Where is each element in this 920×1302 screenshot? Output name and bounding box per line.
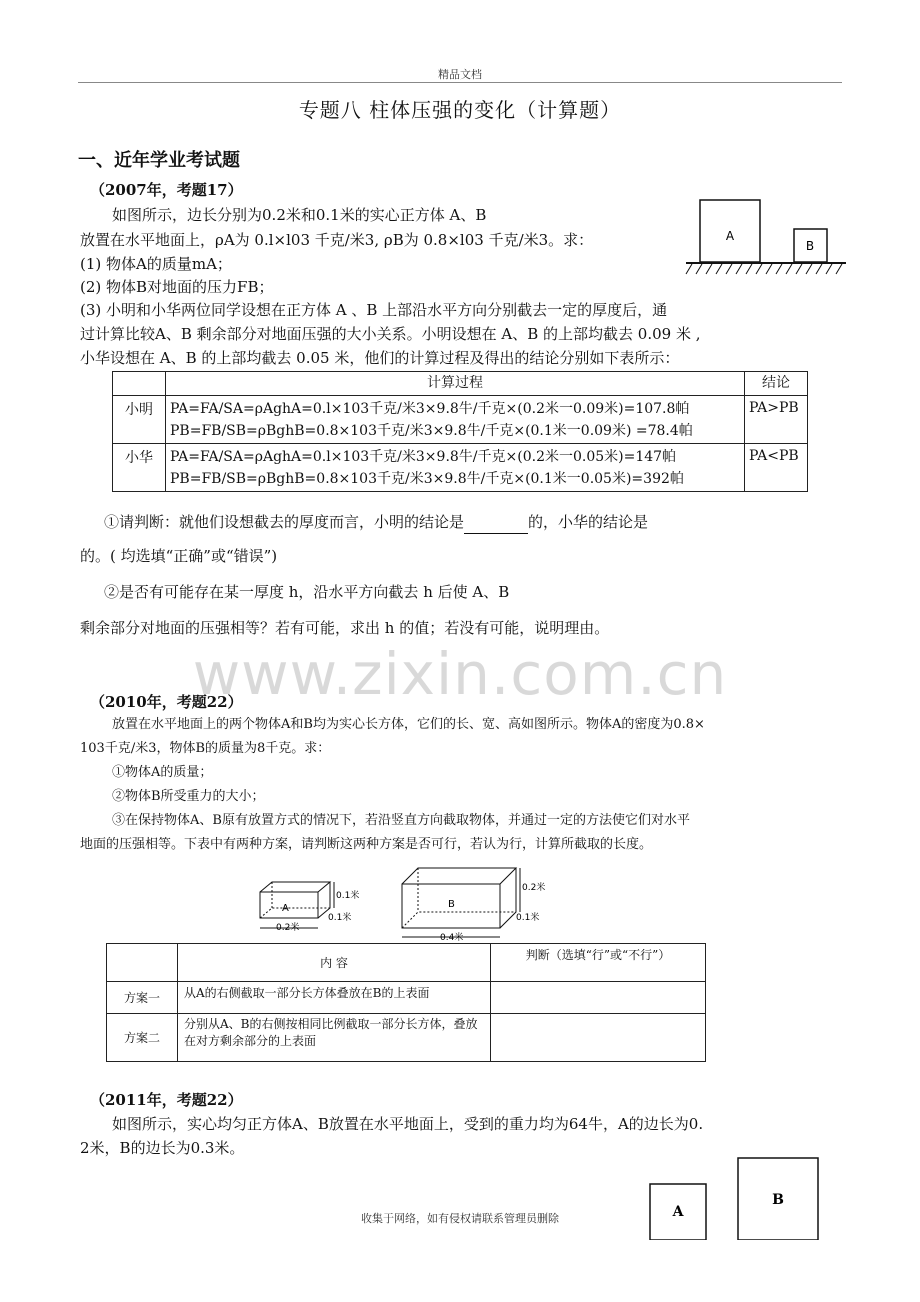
calc-row-xiaohua-name: 小华 xyxy=(113,444,166,492)
answer-blank[interactable] xyxy=(464,518,528,534)
q2010-tag: （2010年，考题22） xyxy=(90,693,243,711)
q2010-line3: ①物体A的质量； xyxy=(112,765,213,780)
q2007-line3: (1) 物体A的质量mA； xyxy=(80,255,232,273)
box-a-length: 0.2米 xyxy=(276,923,300,933)
calc-row-xiaoming-conclusion: PA>PB xyxy=(745,396,808,444)
q2007-line1: 如图所示，边长分别为0.2米和0.1米的实心正方体 A、B xyxy=(112,206,487,224)
cubes-figure-2007 xyxy=(684,196,848,278)
header-rule xyxy=(78,82,842,83)
q2010-line2: 103千克/米3，物体B的质量为8千克。求： xyxy=(80,741,331,756)
q2010-line1: 放置在水平地面上的两个物体A和B均为实心长方体，它们的长、宽、高如图所示。物体A的密度为0.8× xyxy=(112,717,705,732)
box-b-label: B xyxy=(448,899,455,910)
q2007-judge-line1 xyxy=(104,510,648,534)
q2010-line4: ②物体B所受重力的大小； xyxy=(112,789,265,804)
judge-suffix: 的，小华的结论是 xyxy=(528,513,649,531)
box-a-width: 0.1米 xyxy=(328,913,352,923)
q2007-tag: （2007年，考题17） xyxy=(90,181,243,199)
section-heading: 一、近年学业考试题 xyxy=(78,150,240,171)
plan-header-content: 内 容 xyxy=(178,944,491,982)
calc-row-xiaoming-pb: PB=FB/SB=ρBghB=0.8×103千克/米3×9.8牛/千克×(0.1米一0.09米) =78.4帕 xyxy=(170,423,693,439)
q2007-judge-line2: 的。( 均选填“正确”或“错误”) xyxy=(80,547,278,565)
plan-table xyxy=(106,943,706,1062)
box-a-label: A xyxy=(282,903,289,914)
calc-header-conclusion: 结论 xyxy=(745,372,808,396)
q2010-line5: ③在保持物体A、B原有放置方式的情况下，若沿竖直方向截取物体，并通过一定的方法使它们对水平 xyxy=(112,813,690,828)
q2007-judge-line3: ②是否有可能存在某一厚度 h，沿水平方向截去 h 后使 A、B xyxy=(104,583,510,601)
judge-prefix: ①请判断：就他们设想截去的厚度而言，小明的结论是 xyxy=(104,513,465,531)
watermark: www.zixin.com.cn xyxy=(192,640,728,708)
calc-row-xiaohua-pb: PB=FB/SB=ρBghB=0.8×103千克/米3×9.8牛/千克×(0.1米一0.05米)=392帕 xyxy=(170,471,684,487)
q2007-line7: 小华设想在 A、B 的上部均截去 0.05 米，他们的计算过程及得出的结论分别如下表所示： xyxy=(80,349,680,367)
calc-row-xiaoming-name: 小明 xyxy=(113,396,166,444)
cube-a-label: A xyxy=(725,229,735,243)
box-b-length: 0.4米 xyxy=(440,933,464,943)
plan-row2-content: 分别从A、B的右侧按相同比例截取一部分长方体，叠放在对方剩余部分的上表面 xyxy=(178,1014,491,1062)
page-title: 专题八 柱体压强的变化（计算题） xyxy=(298,98,622,122)
q2011-line2: 2米，B的边长为0.3米。 xyxy=(80,1139,245,1157)
cube2011-b-label: B xyxy=(772,1192,784,1208)
cubes-figure-2011 xyxy=(644,1154,824,1240)
calc-row-xiaohua-conclusion: PA<PB xyxy=(745,444,808,492)
plan-row1-content: 从A的右侧截取一部分长方体叠放在B的上表面 xyxy=(178,982,491,1014)
q2007-line4: (2) 物体B对地面的压力FB； xyxy=(80,278,274,296)
plan-row1-judge-cell[interactable] xyxy=(491,982,706,1014)
cube2011-a-label: A xyxy=(672,1204,684,1220)
page-header: 精品文档 xyxy=(438,68,482,81)
box-b-width: 0.1米 xyxy=(516,913,540,923)
calc-header-process: 计算过程 xyxy=(166,372,745,396)
plan-row1-name: 方案一 xyxy=(107,982,178,1014)
boxes-figure-2010 xyxy=(254,862,554,946)
q2007-line5: (3) 小明和小华两位同学设想在正方体 A 、B 上部沿水平方向分别截去一定的厚度后，通 xyxy=(80,301,668,319)
plan-header-judge: 判断（选填“行”或“不行”） xyxy=(491,944,706,982)
plan-row2-judge-cell[interactable] xyxy=(491,1014,706,1062)
cube-b-label: B xyxy=(805,239,815,253)
q2011-tag: （2011年，考题22） xyxy=(90,1091,243,1109)
q2007-judge-line4: 剩余部分对地面的压强相等？若有可能，求出 h 的值；若没有可能，说明理由。 xyxy=(80,619,610,637)
calc-row-xiaohua-pa: PA=FA/SA=ρAghA=0.l×103千克/米3×9.8牛/千克×(0.2米一0.05米)=147帕 xyxy=(170,449,677,465)
box-a-height: 0.1米 xyxy=(336,891,360,901)
calc-row-xiaoming-pa: PA=FA/SA=ρAghA=0.l×103千克/米3×9.8牛/千克×(0.2米一0.09米)=107.8帕 xyxy=(170,401,690,417)
q2010-line6: 地面的压强相等。下表中有两种方案，请判断这两种方案是否可行，若认为行，计算所截取的长度。 xyxy=(80,837,653,852)
page-footer: 收集于网络，如有侵权请联系管理员删除 xyxy=(361,1212,559,1225)
box-b-height: 0.2米 xyxy=(522,883,546,893)
plan-row2-name: 方案二 xyxy=(107,1014,178,1062)
q2011-line1: 如图所示，实心均匀正方体A、B放置在水平地面上，受到的重力均为64牛，A的边长为0. xyxy=(112,1115,704,1133)
calc-table xyxy=(112,371,808,492)
q2007-line6: 过计算比较A、B 剩余部分对地面压强的大小关系。小明设想在 A、B 的上部均截去 0.09 米 , xyxy=(80,325,701,343)
q2007-line2: 放置在水平地面上，ρA为 0.l×l03 千克/米3, ρB为 0.8×l03 千克/米3。求： xyxy=(80,231,594,249)
